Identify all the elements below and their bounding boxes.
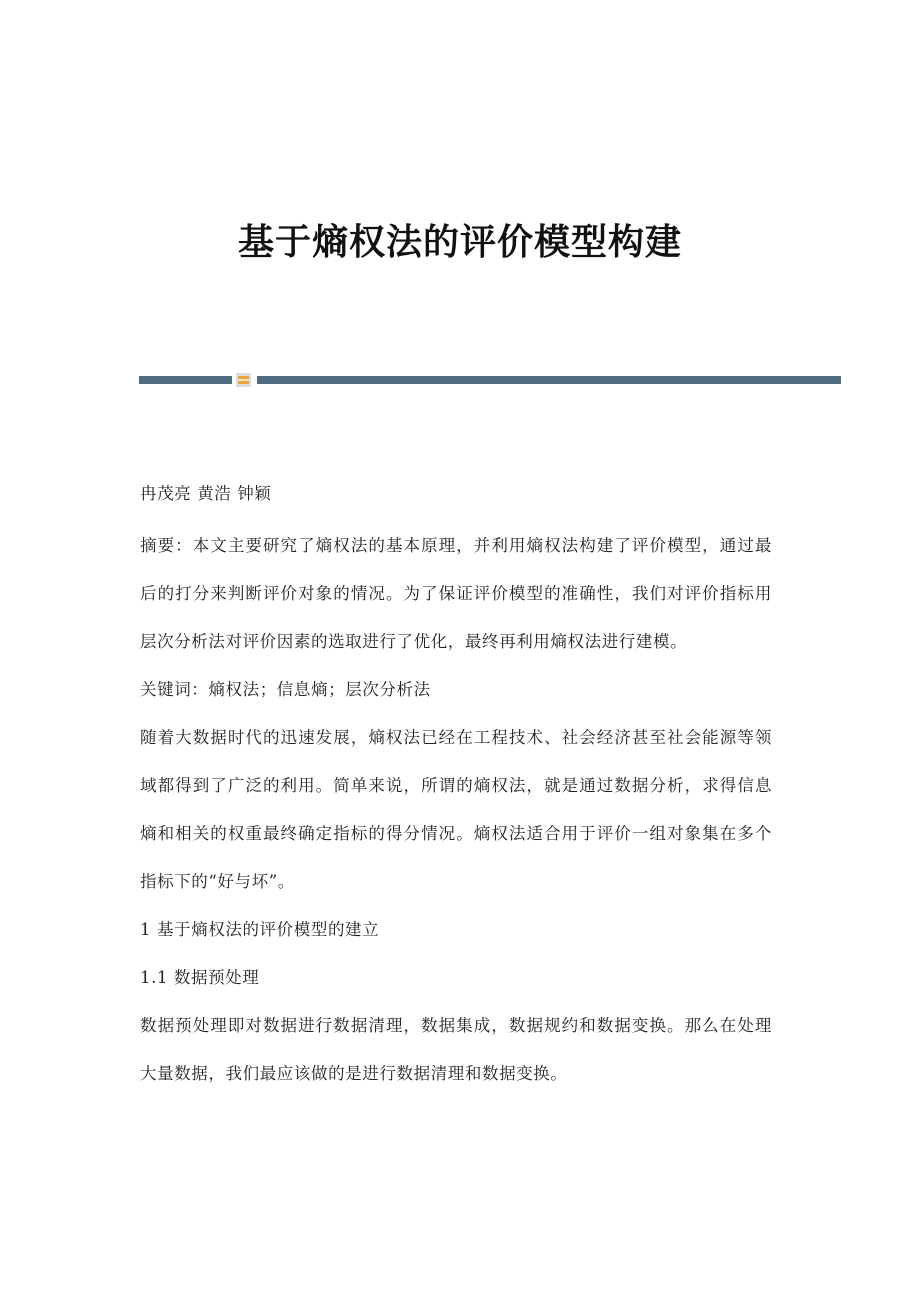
- authors-line: 冉茂亮 黄浩 钟颖: [140, 484, 272, 503]
- intro-paragraph: 随着大数据时代的迅速发展，熵权法已经在工程技术、社会经济甚至社会能源等领域都得到了广泛的利用。简单来说，所谓的熵权法，就是通过数据分析，求得信息熵和相关的权重最终确定指标的得分情况。熵权法适合用于评价一组对象集在多个指标下的“好与坏”。: [140, 728, 772, 891]
- abstract-paragraph: 摘要：本文主要研究了熵权法的基本原理，并利用熵权法构建了评价模型，通过最后的打分来判断评价对象的情况。为了保证评价模型的准确性，我们对评价指标用层次分析法对评价因素的选取进行了优化，最终再利用熵权法进行建模。: [140, 536, 772, 651]
- keywords-line: 关键词：熵权法；信息熵；层次分析法: [140, 680, 431, 699]
- section-1-1-heading: 1.1 数据预处理: [140, 968, 260, 987]
- document-body: [140, 470, 772, 1098]
- divider-marker-icon: [236, 373, 251, 387]
- title-divider: [139, 373, 841, 387]
- divider-bar-right: [257, 376, 841, 384]
- section-1-heading: 1 基于熵权法的评价模型的建立: [140, 920, 380, 939]
- document-title: 基于熵权法的评价模型构建: [237, 221, 682, 263]
- divider-bar-left: [139, 376, 232, 384]
- section-1-1-paragraph: 数据预处理即对数据进行数据清理，数据集成，数据规约和数据变换。那么在处理大量数据，我们最应该做的是进行数据清理和数据变换。: [140, 1016, 772, 1083]
